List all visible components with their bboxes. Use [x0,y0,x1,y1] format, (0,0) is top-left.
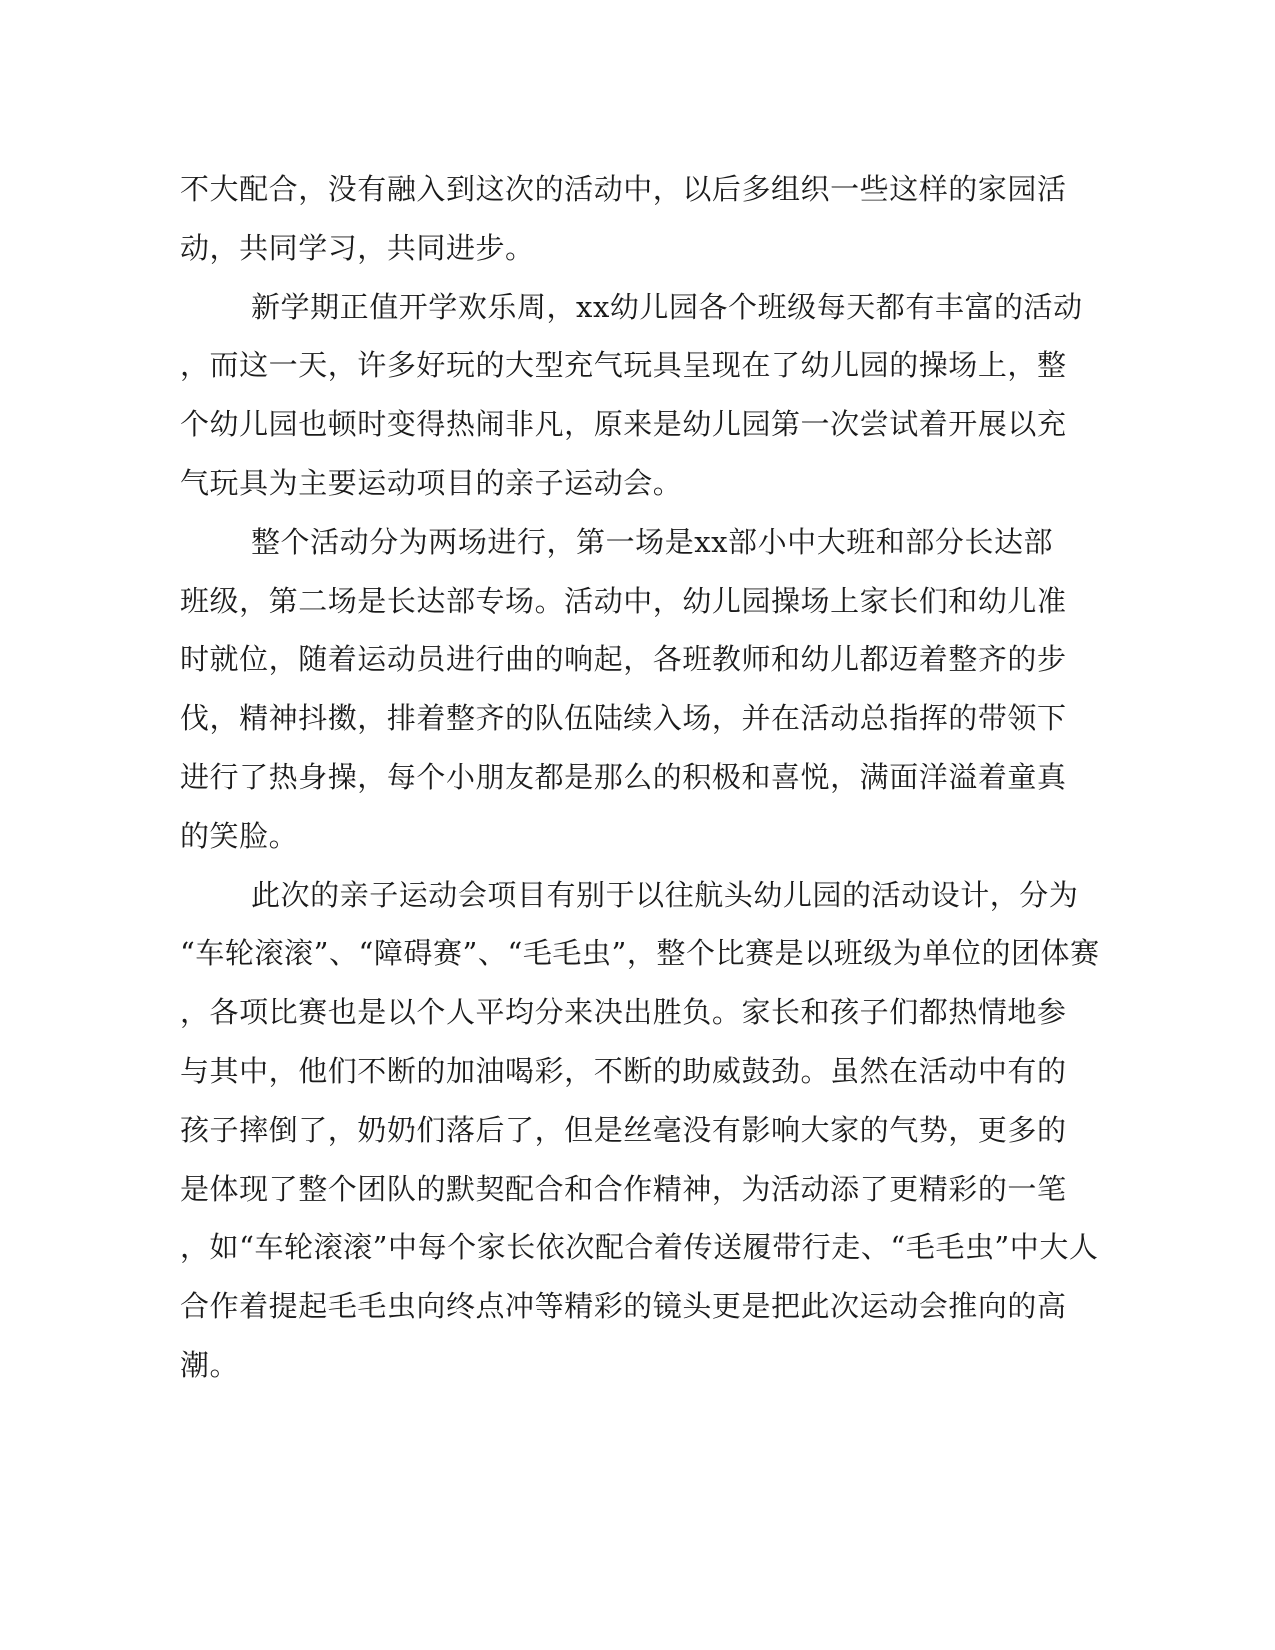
text-line: 与其中，他们不断的加油喝彩，不断的助威鼓劲。虽然在活动中有的 [180,1053,1067,1088]
text-line: 进行了热身操，每个小朋友都是那么的积极和喜悦，满面洋溢着童真 [180,759,1067,794]
text-line: 班级，第二场是长达部专场。活动中，幼儿园操场上家长们和幼儿准 [180,583,1067,618]
text-line: “车轮滚滚”、“障碍赛”、“毛毛虫”，整个比赛是以班级为单位的团体赛 [180,936,1100,971]
text-line: 合作着提起毛毛虫向终点冲等精彩的镜头更是把此次运动会推向的高 [180,1289,1067,1324]
paragraph-start-line: 整个活动分为两场进行，第一场是xx部小中大班和部分长达部 [251,524,1054,559]
text-line: 孩子摔倒了，奶奶们落后了，但是丝毫没有影响大家的气势，更多的 [180,1112,1067,1147]
paragraph-start-line: 此次的亲子运动会项目有别于以往航头幼儿园的活动设计，分为 [251,877,1079,912]
text-line: 气玩具为主要运动项目的亲子运动会。 [180,465,683,500]
text-line: 是体现了整个团队的默契配合和合作精神，为活动添了更精彩的一笔 [180,1171,1067,1206]
text-line: 时就位，随着运动员进行曲的响起，各班教师和幼儿都迈着整齐的步 [180,642,1067,677]
paragraph-start-line: 新学期正值开学欢乐周，xx幼儿园各个班级每天都有丰富的活动 [251,289,1083,324]
text-line: ，而这一天，许多好玩的大型充气玩具呈现在了幼儿园的操场上，整 [180,348,1067,383]
text-line: 动，共同学习，共同进步。 [180,230,535,265]
text-line: 潮。 [180,1347,240,1382]
body-text [180,160,1100,1395]
text-line: 的笑脸。 [180,818,299,853]
text-line: 不大配合，没有融入到这次的活动中，以后多组织一些这样的家园活 [180,172,1067,206]
text-line: 个幼儿园也顿时变得热闹非凡，原来是幼儿园第一次尝试着开展以充 [180,407,1067,442]
text-line: ，如“车轮滚滚”中每个家长依次配合着传送履带行走、“毛毛虫”中大人 [180,1230,1099,1265]
text-line: 伐，精神抖擞，排着整齐的队伍陆续入场，并在活动总指挥的带领下 [180,701,1067,736]
text-line: ，各项比赛也是以个人平均分来决出胜负。家长和孩子们都热情地参 [180,995,1067,1030]
